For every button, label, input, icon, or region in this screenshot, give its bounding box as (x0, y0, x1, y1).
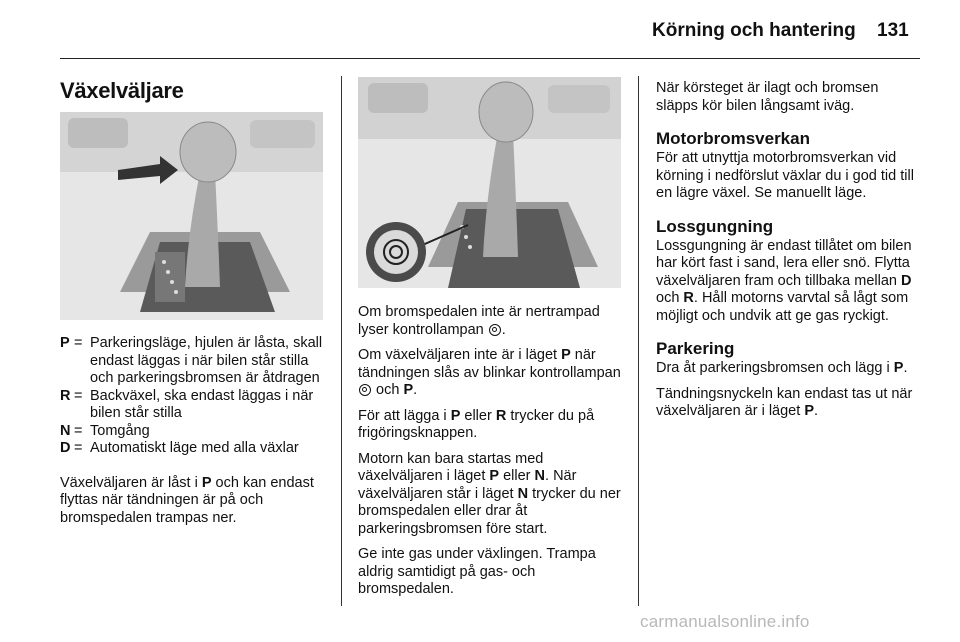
paragraph: När körsteget är ilagt och bromsen släpps kör bilen långsamt iväg. (656, 80, 879, 114)
column-3 (656, 80, 922, 429)
paragraph (358, 451, 624, 539)
definition-key: D (60, 440, 71, 456)
text: eller (499, 468, 535, 484)
text: Tändningsnyckeln kan endast tas ut när växelväljaren är i läget (656, 385, 913, 419)
gear-key: P (450, 407, 461, 424)
page-header (0, 0, 960, 60)
text: . När växelväljaren står i läget (358, 468, 577, 502)
gear-key: P (403, 382, 414, 398)
page-number: 131 (877, 20, 909, 41)
text: . (413, 382, 418, 398)
definition-key: P (60, 335, 70, 351)
definition-row (60, 423, 325, 441)
lock-text-end: och kan endast flyttas när tändningen är på och bromspedalen trampas ner. (60, 474, 314, 526)
definition-text: Automatiskt läge med alla växlar (90, 440, 299, 456)
gear-key: P (561, 347, 571, 363)
column-divider-2 (638, 76, 639, 606)
text: trycker du på frigöringsknappen. (358, 407, 595, 441)
gear-key: R (683, 290, 694, 306)
paragraph (358, 304, 624, 339)
motorbroms-heading: Motorbromsverkan (656, 129, 810, 148)
text: . (903, 360, 908, 376)
text: när tändningen slås av blinkar kontrollampan (358, 347, 621, 381)
gear-key: P (804, 403, 814, 419)
definition-key: N (60, 422, 71, 439)
text: och (372, 382, 404, 398)
text: . (813, 403, 819, 419)
paragraph (656, 238, 922, 326)
definition-text: Parkeringsläge, hjulen är låsta, skall endast läggas i när bilen står stilla och parkeringsbromsen är åtdragen (90, 335, 323, 386)
column-divider-1 (341, 76, 342, 606)
gear-key: N (517, 485, 529, 502)
gear-position-list (60, 335, 325, 527)
release-button-illustration (358, 77, 621, 288)
paragraph: Ge inte gas under växlingen. Trampa aldrig samtidigt på gas- och bromspedalen. (358, 546, 596, 597)
definition-key: R (60, 387, 71, 404)
gear-key: P (893, 360, 904, 376)
paragraph (656, 386, 922, 421)
definition-row (60, 388, 325, 423)
column-2 (358, 304, 624, 607)
definition-text: Backväxel, ska endast läggas i när bilen står stilla (90, 387, 314, 421)
definition-eq: = (74, 335, 83, 351)
brake-indicator-icon (489, 324, 501, 336)
text: För att lägga i (358, 407, 451, 424)
definition-row (60, 440, 325, 458)
paragraph: För att utnyttja motorbromsverkan vid körning i nedförslut växlar du i god tid till en lägre växel. Se manuellt läge. (656, 150, 914, 201)
brake-indicator-icon (359, 384, 371, 396)
watermark: carmanualsonline.info (640, 612, 810, 631)
section-title: Växelväljare (60, 78, 184, 103)
paragraph (358, 347, 624, 400)
paragraph (656, 360, 922, 378)
text: och (656, 290, 684, 306)
text: Om växelväljaren inte är i läget (358, 347, 562, 363)
lossgungning-heading: Lossgungning (656, 216, 774, 236)
text: Motorn kan bara startas med växelväljaren i läget (358, 450, 544, 484)
parkering-heading: Parkering (656, 339, 735, 358)
lock-paragraph (60, 475, 325, 528)
text: . (501, 321, 506, 338)
header-rule (60, 58, 920, 59)
text: trycker du ner bromspedalen eller drar åt parkeringsbromsen före start. (358, 485, 621, 537)
text: Lossgungning är endast tillåtet om bilen har kört fast i sand, lera eller snö. Flytta växelväljaren fram och tillbaka mellan (656, 237, 912, 289)
paragraph (358, 408, 624, 443)
gear-key: R (495, 407, 507, 424)
gear-selector-illustration (60, 112, 323, 320)
text: eller (460, 407, 496, 424)
definition-eq: = (74, 440, 83, 456)
gear-key: P (489, 468, 500, 484)
gear-key: N (534, 468, 546, 484)
definition-row (60, 335, 325, 388)
text: . Håll motorns varvtal så lågt som möjligt och undvik att ge gas ryckigt. (656, 290, 909, 324)
lock-text: Växelväljaren är låst i (60, 474, 202, 491)
header-title: Körning och hantering (652, 20, 856, 41)
text: Dra åt parkeringsbromsen och lägg i (656, 360, 894, 376)
lock-key: P (201, 474, 212, 491)
gear-key: D (901, 272, 912, 289)
definition-eq: = (74, 387, 83, 404)
definition-text: Tomgång (90, 422, 150, 439)
definition-eq: = (74, 422, 83, 439)
text: Om bromspedalen inte är nertrampad lyser kontrollampan (358, 304, 600, 338)
